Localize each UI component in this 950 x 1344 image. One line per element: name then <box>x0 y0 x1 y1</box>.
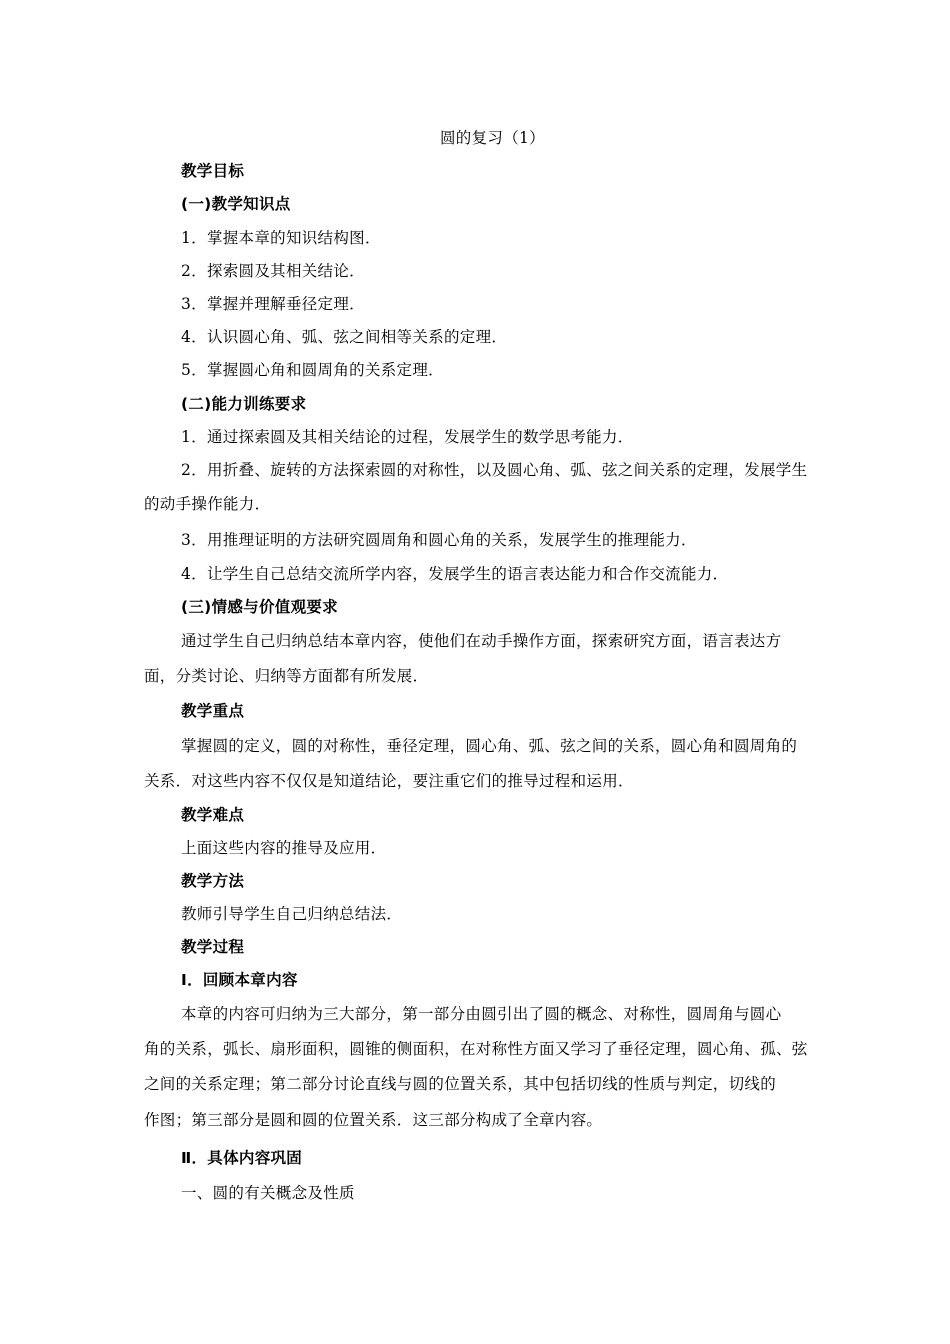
ability-item-2-line-1: 2．用折叠、旋转的方法探索圆的对称性，以及圆心角、弧、弦之间关系的定理，发展学生 <box>181 461 808 479</box>
process-heading: 教学过程 <box>181 938 245 956</box>
ability-item-2-line-2: 的动手操作能力． <box>144 495 271 513</box>
key-points-heading: 教学重点 <box>181 702 245 720</box>
section-1-line-3: 之间的关系定理；第二部分讨论直线与圆的位置关系，其中包括切线的性质与判定，切线的 <box>144 1075 777 1093</box>
knowledge-item-3: 3．掌握并理解垂径定理． <box>181 295 365 313</box>
ability-item-3: 3．用推理证明的方法研究圆周角和圆心角的关系，发展学生的推理能力． <box>181 531 697 549</box>
knowledge-item-1: 1．掌握本章的知识结构图． <box>181 229 381 247</box>
section-2-heading: Ⅱ．具体内容巩固 <box>181 1149 303 1167</box>
emotion-heading: (三)情感与价值观要求 <box>181 598 338 616</box>
knowledge-heading: (一)教学知识点 <box>181 195 291 213</box>
emotion-line-1: 通过学生自己归纳总结本章内容，使他们在动手操作方面，探索研究方面，语言表达方 <box>181 632 782 650</box>
section-1-line-4: 作图；第三部分是圆和圆的位置关系．这三部分构成了全章内容。 <box>144 1111 603 1129</box>
goals-heading: 教学目标 <box>181 162 245 180</box>
knowledge-item-2: 2．探索圆及其相关结论． <box>181 262 365 280</box>
section-1-line-1: 本章的内容可归纳为三大部分，第一部分由圆引出了圆的概念、对称性，圆周角与圆心 <box>181 1005 782 1023</box>
difficulty-text: 上面这些内容的推导及应用． <box>181 839 387 857</box>
section-1-line-2: 角的关系，弧长、扇形面积，圆锥的侧面积，在对称性方面又学习了垂径定理，圆心角、孤、弦 <box>144 1040 808 1058</box>
page-title: 圆的复习（1） <box>440 129 545 147</box>
ability-heading: (二)能力训练要求 <box>181 395 307 413</box>
section-2-subheading: 一、圆的有关概念及性质 <box>181 1184 355 1202</box>
method-text: 教师引导学生自己归纳总结法． <box>181 905 403 923</box>
key-points-line-1: 掌握圆的定义，圆的对称性，垂径定理，圆心角、弧、弦之间的关系，圆心角和圆周角的 <box>181 737 798 755</box>
method-heading: 教学方法 <box>181 872 245 890</box>
section-1-heading: Ⅰ．回顾本章内容 <box>181 971 298 989</box>
emotion-line-2: 面，分类讨论、归纳等方面都有所发展． <box>144 667 429 685</box>
key-points-line-2: 关系．对这些内容不仅仅是知道结论，要注重它们的推导过程和运用． <box>144 772 634 790</box>
ability-item-4: 4．让学生自己总结交流所学内容，发展学生的语言表达能力和合作交流能力． <box>181 565 729 583</box>
ability-item-1: 1．通过探索圆及其相关结论的过程，发展学生的数学思考能力． <box>181 428 634 446</box>
knowledge-item-4: 4．认识圆心角、弧、弦之间相等关系的定理． <box>181 328 508 346</box>
difficulty-heading: 教学难点 <box>181 806 245 824</box>
knowledge-item-5: 5．掌握圆心角和圆周角的关系定理． <box>181 361 444 379</box>
